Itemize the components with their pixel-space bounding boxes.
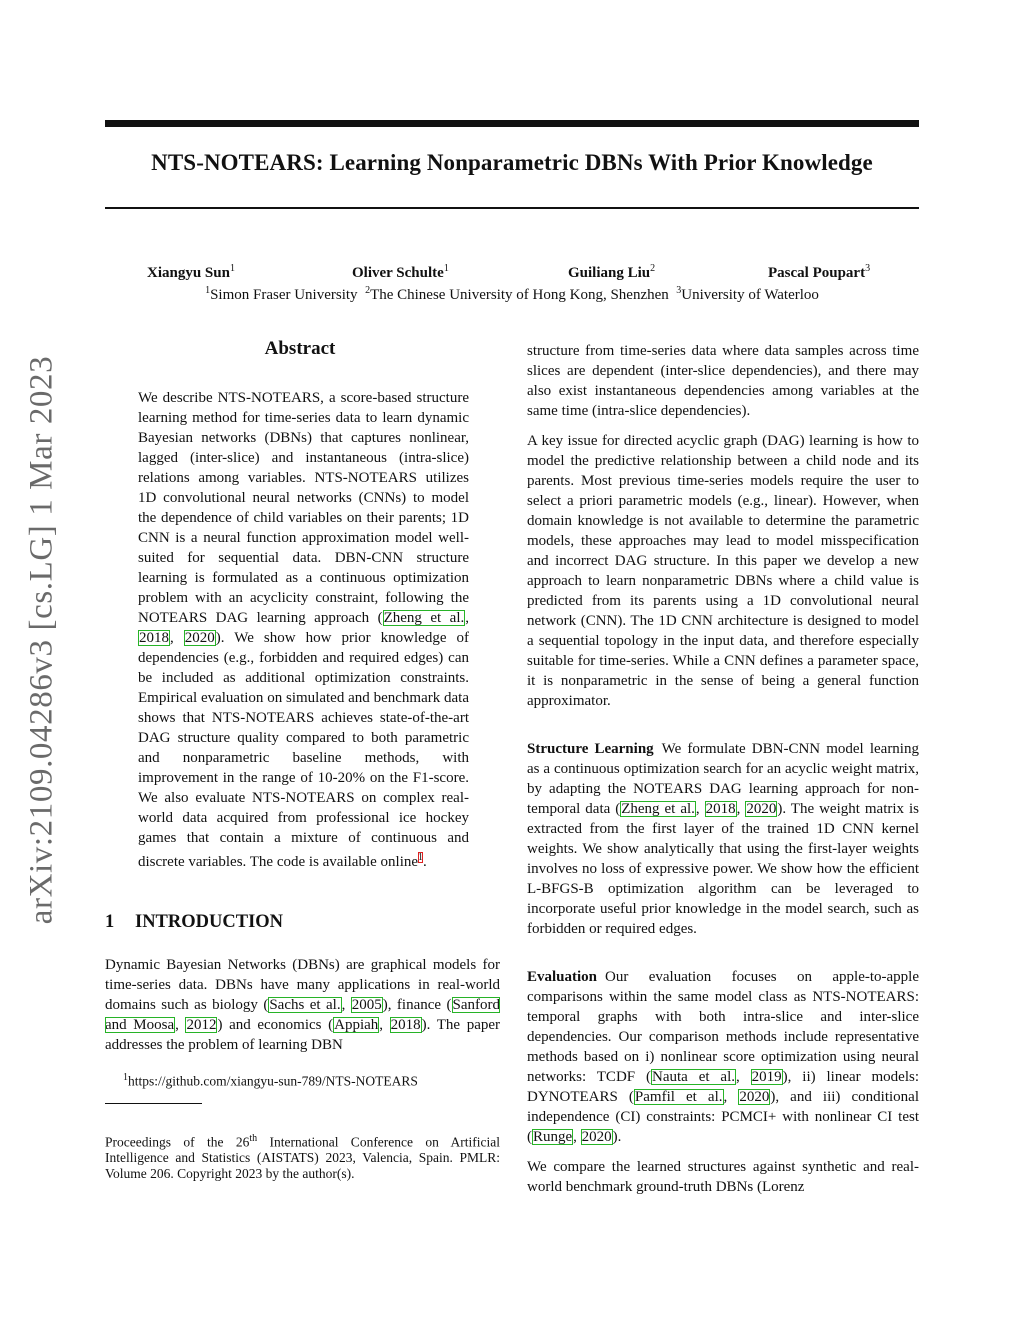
author-4: Pascal Poupart$^3$ — [768, 263, 871, 281]
citation-link[interactable]: Nauta et al. — [652, 1069, 735, 1085]
run-in-heading: Evaluation — [527, 969, 598, 985]
paragraph: A key issue for directed acyclic graph (DAG) learning is how to model the predictive relationship between a child node and its parents. Most previous time-series models require the user to select a priori parametric models (e.g., linear). However, when domain knowledge is not available to determine the parametric models, these approaches may lead to model misspecification and incorrect DAG structure. In this paper we develop a new approach to learn nonparametric DBNs where a child value is predicted from its parents using a 1D convolutional neural network (CNN). The 1D CNN architecture is designed to model a sequential topology in the input data, and therefore especially suitable for time-series. While a CNN defines a parameter space, it is nonparametric in the sense of being a general function approximator. — [527, 433, 919, 709]
citation-link[interactable]: Runge — [533, 1129, 573, 1145]
abstract-heading: Abstract — [264, 338, 336, 359]
citation-link[interactable]: 2019 — [751, 1069, 782, 1085]
citation-link[interactable]: Appiah — [334, 1017, 379, 1033]
author-1: Xiangyu Sun$^1$ — [147, 263, 235, 281]
footnote-url[interactable]: https://github.com/xiangyu-sun-789/NTS-NOTEARS — [128, 1073, 418, 1089]
citation-link[interactable]: Sachs et al. — [269, 997, 341, 1013]
footnote: $^1$https://github.com/xiangyu-sun-789/NTS-NOTEARS — [123, 1072, 418, 1089]
intro-paragraph: Dynamic Bayesian Networks (DBNs) are graphical models for time-series data. DBNs have many applications in real-world domains such as biology (Sachs et al., 2005), finance (Sanford and Moosa, 2012) and economics (Appiah, 2018). The paper addresses the problem of learning DBN — [105, 957, 501, 1053]
paragraph: structure from time-series data where data samples across time slices are dependent (inter-slice dependencies), and there may also exist instantaneous dependencies among variables at the same time (intra-slice dependencies). — [527, 343, 919, 419]
author-3: Guiliang Liu$^2$ — [568, 263, 656, 281]
citation-link[interactable]: 2020 — [746, 801, 777, 817]
citation-link[interactable]: 2020 — [581, 1129, 612, 1145]
proceedings-note: Proceedings of the 26th International Conference on Artificial Intelligence and Statistics (AISTATS) 2023, Valencia, Spain. PMLR: Volume 206. Copyright 2023 by the author(s). — [105, 1132, 500, 1181]
right-column — [527, 341, 919, 1197]
citation-link[interactable]: 2020 — [739, 1089, 770, 1105]
citation-link[interactable]: 2005 — [351, 997, 382, 1013]
footnote-link[interactable]: 1 — [418, 852, 424, 863]
abstract-text: We describe NTS-NOTEARS, a score-based structure learning method for time-series data to learn dynamic Bayesian networks (DBNs) that captures nonlinear, lagged (inter-slice) and instantaneous (intra-slice) relations among variables. NTS-NOTEARS utilizes 1D convolutional neural networks (CNNs) to model the dependence of child variables on their parents; 1D CNN is a neural function approximation model well-suited for sequential data. DBN-CNN structure learning is formulated as a continuous optimization problem with an acyclicity constraint, following the NOTEARS DAG learning approach (Zheng et al., 2018, 2020). We show how prior knowledge of dependencies (e.g., forbidden and required edges) can be included as additional optimization constraints. Empirical evaluation on simulated and benchmark data shows that NTS-NOTEARS achieves state-of-the-art DAG structure quality compared to both parametric and nonparametric baseline methods, with improvement in the range of 10-20% on the F1-score. We also evaluate NTS-NOTEARS on complex real-world data acquired from professional ice hockey games that contain a mixture of continuous and discrete variables. The code is available online$^1$. — [138, 390, 470, 870]
paragraph: We compare the learned structures against synthetic and real-world benchmark ground-truth DBNs (Lorenz — [527, 1159, 919, 1195]
citation-link[interactable]: 2018 — [139, 630, 169, 646]
citation-link[interactable]: 2018 — [705, 801, 736, 817]
evaluation-paragraph: Evaluation Our evaluation focuses on apple-to-apple comparisons within the same model class as NTS-NOTEARS: temporal graphs with both intra-slice and inter-slice dependencies. Our comparison methods include representative methods based on i) nonlinear score optimization using neural networks: TCDF (Nauta et al., 2019), ii) linear models: DYNOTEARS (Pamfil et al., 2020), and iii) conditional independence (CI) constraints: PCMCI+ with nonlinear CI test (Runge, 2020). — [527, 969, 920, 1145]
footnote-rule — [105, 1103, 202, 1104]
citation-link[interactable]: Sanford and Moosa — [105, 997, 500, 1033]
citation-link[interactable]: Zheng et al. — [621, 801, 695, 817]
citation-link[interactable]: Zheng et al. — [383, 610, 465, 626]
citation-link[interactable]: 2012 — [186, 1017, 217, 1033]
author-2: Oliver Schulte$^1$ — [352, 263, 449, 281]
left-column — [105, 338, 500, 1196]
citation-link[interactable]: Pamfil et al. — [634, 1089, 723, 1105]
run-in-heading: Structure Learning — [527, 741, 654, 757]
structure-learning-paragraph: Structure Learning We formulate DBN-CNN model learning as a continuous optimization search for an acyclic weight matrix, by adapting the NOTEARS DAG learning approach for non-temporal data (Zheng et al., 2018, 2020). The weight matrix is extracted from the first layer of the trained 1D CNN kernel weights. We show analytically that using the first-layer weights involves no loss of expressive power. We show how the efficient L-BFGS-B optimization algorithm can be leveraged to incorporate useful prior knowledge in the model search, such as forbidden or required edges. — [527, 741, 919, 937]
citation-link[interactable]: 2018 — [390, 1017, 421, 1033]
title-rule-bottom — [105, 207, 919, 209]
paper-title: NTS-NOTEARS: Learning Nonparametric DBNs With Prior Knowledge — [151, 150, 873, 175]
title-rule-top — [105, 120, 919, 127]
section-heading-introduction: 1 INTRODUCTION — [105, 912, 284, 932]
citation-link[interactable]: 2020 — [184, 630, 215, 646]
affiliations: $^1$Simon Fraser University $^2$The Chinese University of Hong Kong, Shenzhen $^3$University of Waterloo — [205, 285, 819, 303]
